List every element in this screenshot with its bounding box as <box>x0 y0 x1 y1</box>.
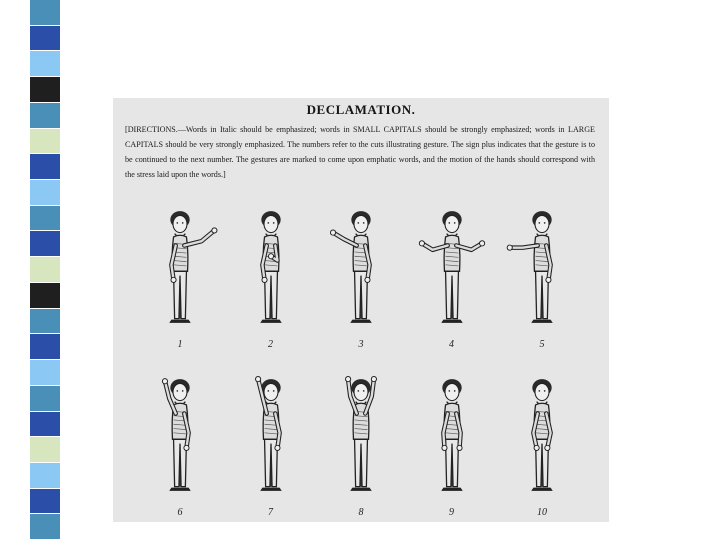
stripe-square <box>30 0 60 26</box>
orator-figure-icon <box>137 366 223 504</box>
gesture-figure <box>409 366 495 516</box>
stripe-square <box>30 437 60 463</box>
stripe-square <box>30 386 60 412</box>
figure-number: 2 <box>268 339 273 350</box>
orator-figure-icon <box>499 198 585 336</box>
stripe-square <box>30 489 60 515</box>
stripe-square <box>30 334 60 360</box>
document-title: DECLAMATION. <box>306 102 416 117</box>
figure-number: 4 <box>449 339 454 350</box>
figure-number: 5 <box>539 339 545 350</box>
gesture-figure <box>228 198 314 348</box>
stripe-square <box>30 129 60 155</box>
declamation-scan <box>113 98 609 522</box>
figure-number: 6 <box>177 507 183 518</box>
orator-figure-icon <box>228 198 314 336</box>
stripe-square <box>30 360 60 386</box>
stripe-square <box>30 412 60 438</box>
stripe-square <box>30 180 60 206</box>
figure-row-top <box>113 198 609 348</box>
figure-number: 9 <box>449 507 454 518</box>
directions-paragraph: [DIRECTIONS.—Words in Italic should be emphasized; words in SMALL CAPITALS should be strongly emphasized; words in LARGE CAPITALS should be very strongly emphasized. The numbers refer to the cuts illustrating gesture. The sign plus indicates that the gesture is to be continued to the next number. The gestures are marked to come upon emphatic words, and the motion of the hands should correspond with the stress laid upon the words.] <box>125 125 595 179</box>
stripe-square <box>30 514 60 540</box>
orator-figure-icon <box>499 366 585 504</box>
stripe-square <box>30 154 60 180</box>
gesture-figure <box>499 198 585 348</box>
gesture-figure <box>228 366 314 516</box>
decorative-stripe <box>30 0 60 540</box>
orator-figure-icon <box>409 366 495 504</box>
orator-figure-icon <box>137 198 223 336</box>
figure-number: 8 <box>358 507 364 518</box>
stripe-square <box>30 257 60 283</box>
stripe-square <box>30 463 60 489</box>
stripe-square <box>30 309 60 335</box>
stripe-square <box>30 103 60 129</box>
orator-figure-icon <box>318 198 404 336</box>
stripe-square <box>30 77 60 103</box>
gesture-figure <box>137 366 223 516</box>
orator-figure-icon <box>409 198 495 336</box>
stripe-square <box>30 26 60 52</box>
figure-number: 1 <box>177 339 183 350</box>
gesture-figure <box>499 366 585 516</box>
stripe-square <box>30 206 60 232</box>
gesture-figure <box>137 198 223 348</box>
figure-number: 3 <box>358 339 364 350</box>
gesture-figure <box>409 198 495 348</box>
gesture-figure <box>318 366 404 516</box>
stripe-square <box>30 283 60 309</box>
figure-row-bottom <box>113 366 609 516</box>
figure-number: 7 <box>268 507 273 518</box>
figure-number: 10 <box>537 507 547 518</box>
gesture-figure <box>318 198 404 348</box>
orator-figure-icon <box>318 366 404 504</box>
stripe-square <box>30 51 60 77</box>
orator-figure-icon <box>228 366 314 504</box>
stripe-square <box>30 231 60 257</box>
